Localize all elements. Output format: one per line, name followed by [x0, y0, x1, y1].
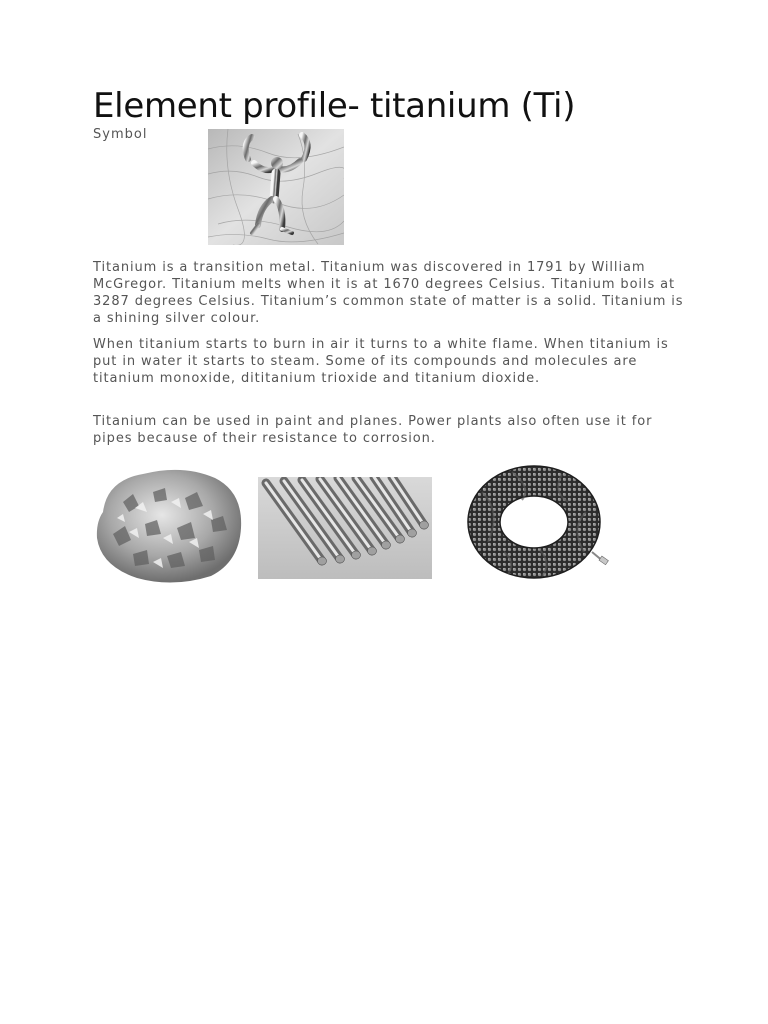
- paragraph-uses: Titanium can be used in paint and planes. Power plants also often use it for pipes because of their resistance to corrosion.: [93, 414, 653, 446]
- titanium-bracelet-image: [452, 452, 622, 588]
- symbol-image: [208, 129, 344, 245]
- paragraph-reactions: When titanium starts to burn in air it turns to a white flame. When titanium is put in water it starts to steam. Some of its compounds and molecules are titanium monoxide, dititanium trioxide and titanium dioxide.: [93, 337, 669, 386]
- page-title: Element profile- titanium (Ti): [93, 86, 576, 126]
- paragraph-properties: Titanium is a transition metal. Titanium was discovered in 1791 by William McGregor. Titanium melts when it is at 1670 degrees Celsius. Titanium boils at 3287 degrees Celsius. Titanium’s common state of matter is a solid. Titanium is a shining silver colour.: [93, 260, 684, 326]
- titanium-nuggets-image: [93, 462, 245, 586]
- symbol-label: Symbol: [93, 127, 148, 142]
- titanium-rods-image: [258, 477, 432, 579]
